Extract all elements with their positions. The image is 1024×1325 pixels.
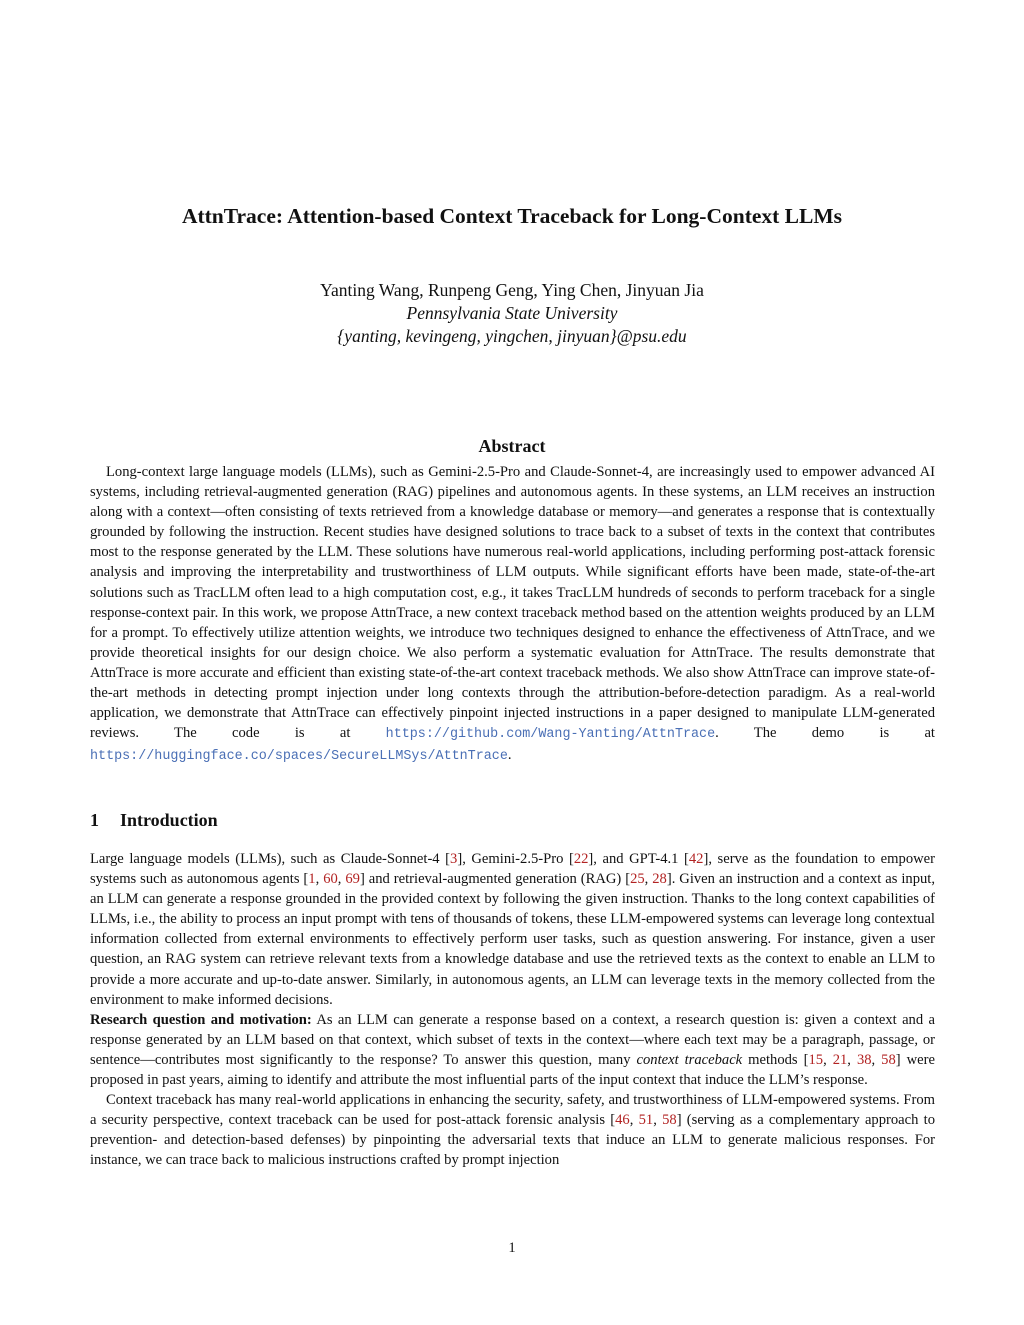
text: ] (serving as a complementary approach to prevention- and detection-based defenses) by pinpointing the adversarial texts that induce an LLM to generate malicious responses. For instance, we can trace back to malicious instructions crafted by prompt injection [90, 1112, 936, 1169]
text: ], Gemini-2.5-Pro [ [457, 851, 574, 867]
citation-link[interactable]: 22 [573, 851, 589, 867]
citation-link[interactable]: 25 [630, 871, 645, 888]
demo-link[interactable]: https://huggingface.co/spaces/SecureLLMSys/AttnTrace [90, 749, 508, 765]
text: , [847, 1051, 857, 1068]
abstract-body: Long-context large language models (LLMs), such as Gemini-2.5-Pro and Claude-Sonnet-4, are increasingly used to empower advanced AI systems, including retrieval-augmented generation (RAG) pipelines and autonomous agents. In these systems, an LLM receives an instruction along with a context—often consisting of texts retrieved from a knowledge database or memory—and generates a response that is contextually grounded by following the instruction. Recent studies have designed solutions to trace back to a subset of texts in the context that contributes most to the response generated by the LLM. These solutions have numerous real-world applications, including performing post-attack forensic analysis and improving the interpretability and trustworthiness of LLM outputs. While significant efforts have been made, state-of-the-art solutions such as TracLLM often lead to a high computation cost, e.g., it takes TracLLM hundreds of seconds to perform traceback for a single response-context pair. In this work, we propose AttnTrace, a new context traceback method based on the attention weights produced by an LLM for a prompt. To effectively utilize attention weights, we introduce two techniques designed to enhance the effectiveness of AttnTrace, and we provide theoretical insights for our design choice. We also perform a systematic evaluation for AttnTrace. The results demonstrate that AttnTrace is more accurate and efficient than existing state-of-the-art context traceback methods. We also show AttnTrace can improve state-of-the-art methods in detecting prompt injection under long contexts through the attribution-before-detection paradigm. As a real-world application, we demonstrate that AttnTrace can effectively pinpoint injected instructions in a paper designed to manipulate LLM-generated reviews. The code is at [90, 464, 935, 742]
introduction-body [90, 849, 935, 1171]
citation-link[interactable]: 28 [652, 871, 667, 888]
author-emails: {yanting, kevingeng, yingchen, jinyuan}@psu.edu [337, 326, 687, 346]
paper-title: AttnTrace: Attention-based Context Traceback for Long-Context LLMs [181, 204, 843, 228]
paragraph-heading: Research question and motivation: [90, 1011, 312, 1028]
text: ] and retrieval-augmented generation (RAG) [ [359, 871, 631, 888]
citation-link[interactable]: 38 [856, 1051, 872, 1068]
code-link[interactable]: https://github.com/Wang-Yanting/AttnTrace [385, 727, 716, 743]
text: , [823, 1051, 833, 1068]
text: methods [ [742, 1051, 809, 1068]
text: As an LLM can generate a response based on a context, a research question is: given a context and a response generated by an LLM based on that context, which subset of texts in the context—where each text may be a paragraph, passage, or sentence—contributes most significantly to the response? To answer this question, many [90, 1011, 935, 1068]
section-number: 1 [90, 810, 99, 830]
citation-link[interactable]: 69 [345, 871, 360, 888]
text: , [629, 1112, 639, 1129]
citation-link[interactable]: 1 [308, 871, 316, 888]
citation-link[interactable]: 58 [662, 1112, 677, 1129]
text: , [653, 1112, 663, 1129]
text: ] were proposed in past years, aiming to identify and attribute the most influential parts of the input context that induce the LLM’s response. [90, 1051, 935, 1089]
text: , [871, 1051, 882, 1068]
author-names: Yanting Wang, Runpeng Geng, Ying Chen, Jinyuan Jia [320, 280, 704, 300]
citation-link[interactable]: 51 [638, 1112, 654, 1129]
page-number: 1 [508, 1240, 516, 1256]
citation-link[interactable]: 15 [808, 1051, 824, 1068]
citation-link[interactable]: 42 [688, 851, 704, 867]
author-block [0, 279, 1024, 348]
text: ], serve as the foundation to empower systems such as autonomous agents [ [90, 851, 935, 888]
text: ], and GPT-4.1 [ [588, 851, 689, 867]
abstract-end: . [507, 747, 512, 764]
citation-link[interactable]: 46 [615, 1112, 630, 1129]
affiliation: Pennsylvania State University [406, 303, 618, 323]
text: ]. Given an instruction and a context as input, an LLM can generate a response grounded in the provided context by following the given instruction. Thanks to the long context capabilities of LLMs, i.e., the ability to process an input prompt with tens of thousands of tokens, these LLM-empowered systems can leverage long contextual information collected from external environments to effectively perform user tasks, such as question answering. For instance, given a user question, an RAG system can retrieve relevant texts from a knowledge database and use the retrieved texts as the context to enable an LLM to provide a more accurate and up-to-date answer. Similarly, in autonomous agents, an LLM can leverage texts in the memory collected from the environment to make informed decisions. [90, 871, 936, 1008]
section-heading-introduction [90, 810, 218, 831]
abstract-text [90, 462, 935, 767]
text: , [337, 871, 346, 888]
intro-paragraph-1 [90, 849, 935, 1010]
citation-link[interactable]: 58 [881, 1051, 896, 1068]
emphasis: context traceback [636, 1051, 743, 1068]
citation-link[interactable]: 21 [832, 1051, 848, 1068]
abstract-heading: Abstract [478, 436, 546, 456]
text: Context traceback has many real-world applications in enhancing the security, safety, and trustworthiness of LLM-empowered systems. From a security perspective, context traceback can be used for post-attack forensic analysis [ [90, 1092, 935, 1129]
abstract-demo-prefix: . The demo is at [715, 725, 935, 742]
text: , [315, 871, 324, 888]
citation-link[interactable]: 60 [323, 871, 338, 888]
text: Large language models (LLMs), such as Claude-Sonnet-4 [ [90, 851, 451, 867]
section-title: Introduction [120, 810, 218, 830]
citation-link[interactable]: 3 [450, 851, 458, 867]
intro-paragraph-2 [90, 1010, 935, 1090]
intro-paragraph-3 [90, 1090, 935, 1170]
text: , [644, 871, 653, 888]
